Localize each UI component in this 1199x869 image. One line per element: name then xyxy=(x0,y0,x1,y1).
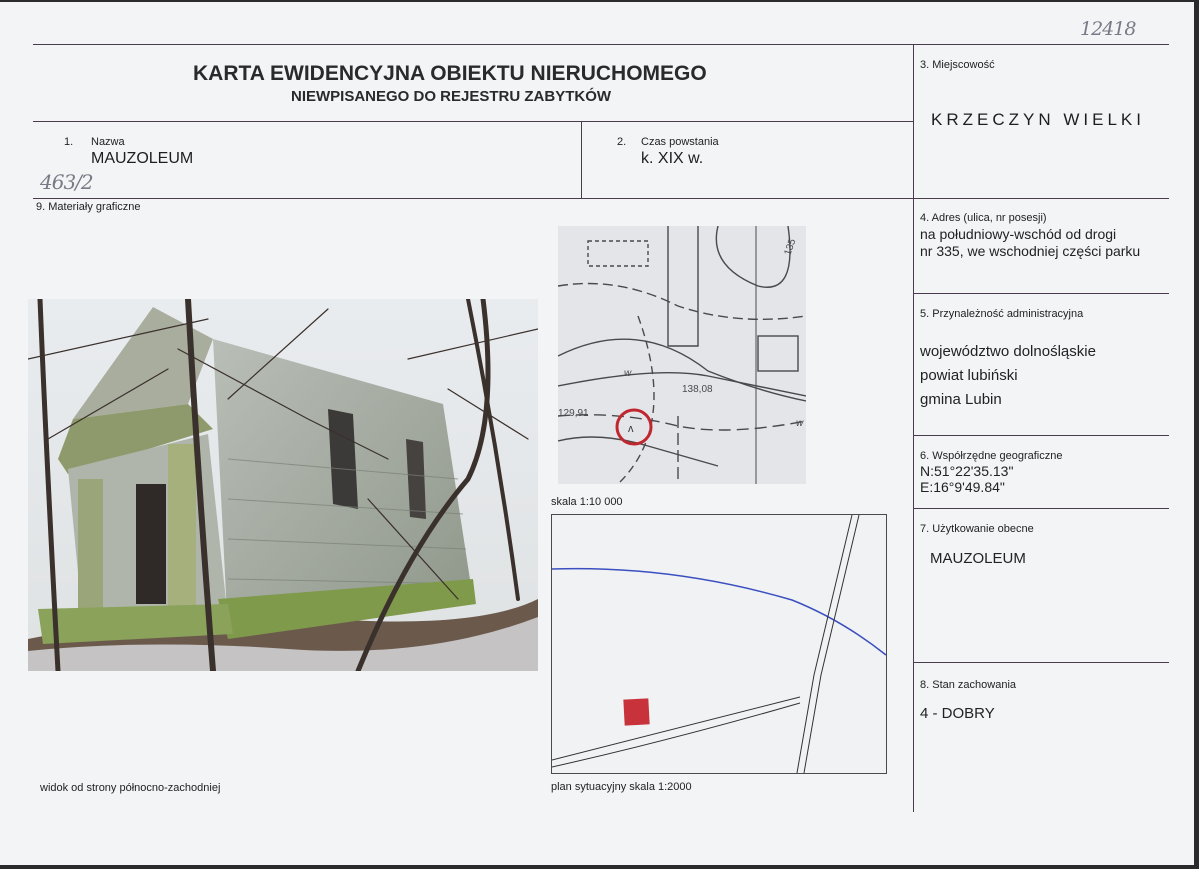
name-date-divider xyxy=(581,121,582,198)
field-6-value xyxy=(920,463,1013,495)
voivodeship: województwo dolnośląskie xyxy=(920,343,1096,360)
svg-text:ʌ: ʌ xyxy=(628,423,634,435)
field-7-label: 7. Użytkowanie obecne xyxy=(920,523,1034,535)
field-2-number: 2. xyxy=(617,136,627,148)
field-6-label: 6. Współrzędne geograficzne xyxy=(920,450,1063,462)
contour-label: 135 xyxy=(782,237,799,258)
title-bottom-rule xyxy=(33,121,913,122)
water-label-1: w xyxy=(624,368,632,379)
elevation-label-2: 138,08 xyxy=(682,384,713,395)
water-label-2: w xyxy=(796,418,804,429)
commune: gmina Lubin xyxy=(920,391,1002,408)
field-5-label: 5. Przynależność administracyjna xyxy=(920,308,1084,320)
rule-4-5 xyxy=(913,293,1169,294)
mausoleum-photo xyxy=(28,299,538,671)
field-1-value: MAUZOLEUM xyxy=(91,150,194,167)
photo-caption: widok od strony północno-zachodniej xyxy=(40,782,221,794)
latitude: N:51°22'35.13" xyxy=(920,463,1014,479)
fields-bottom-rule xyxy=(33,198,1169,199)
elevation-label-1: 129,91 xyxy=(558,408,589,419)
field-7-value: MAUZOLEUM xyxy=(930,550,1026,567)
field-4-value xyxy=(920,226,1140,260)
field-4-label: 4. Adres (ulica, nr posesji) xyxy=(920,212,1047,224)
rule-6-7 xyxy=(913,508,1169,509)
field-3-label: 3. Miejscowość xyxy=(920,59,995,71)
field-2-label: Czas powstania xyxy=(641,136,719,148)
card-title: KARTA EWIDENCYJNA OBIEKTU NIERUCHOMEGO xyxy=(193,62,707,85)
field-5-value xyxy=(920,340,1096,412)
object-marker xyxy=(623,698,649,725)
field-1-label: Nazwa xyxy=(91,136,125,148)
handwritten-inventory-number: 12418 xyxy=(1080,18,1136,40)
address-line-2: nr 335, we wschodniej części parku xyxy=(920,243,1141,259)
field-8-value: 4 - DOBRY xyxy=(920,705,995,722)
field-3-value: KRZECZYN WIELKI xyxy=(931,110,1145,129)
topo-map-caption: skala 1:10 000 xyxy=(551,496,623,508)
site-plan-caption: plan sytuacyjny skala 1:2000 xyxy=(551,781,692,793)
top-rule xyxy=(33,44,1169,45)
longitude: E:16°9'49.84" xyxy=(920,479,1005,495)
address-line-1: na południowy-wschód od drogi xyxy=(920,226,1117,242)
handwritten-reference-number: 463/2 xyxy=(40,170,93,194)
right-column-divider xyxy=(913,44,914,812)
rule-5-6 xyxy=(913,435,1169,436)
topographic-map xyxy=(558,226,806,484)
record-card xyxy=(0,2,1194,865)
county: powiat lubiński xyxy=(920,367,1018,384)
field-8-label: 8. Stan zachowania xyxy=(920,679,1017,691)
field-1-number: 1. xyxy=(64,136,74,148)
card-subtitle: NIEWPISANEGO DO REJESTRU ZABYTKÓW xyxy=(291,88,612,105)
rule-7-8 xyxy=(913,662,1169,663)
field-2-value: k. XIX w. xyxy=(641,150,704,167)
field-9-label: 9. Materiały graficzne xyxy=(36,201,141,213)
site-plan xyxy=(551,514,887,774)
